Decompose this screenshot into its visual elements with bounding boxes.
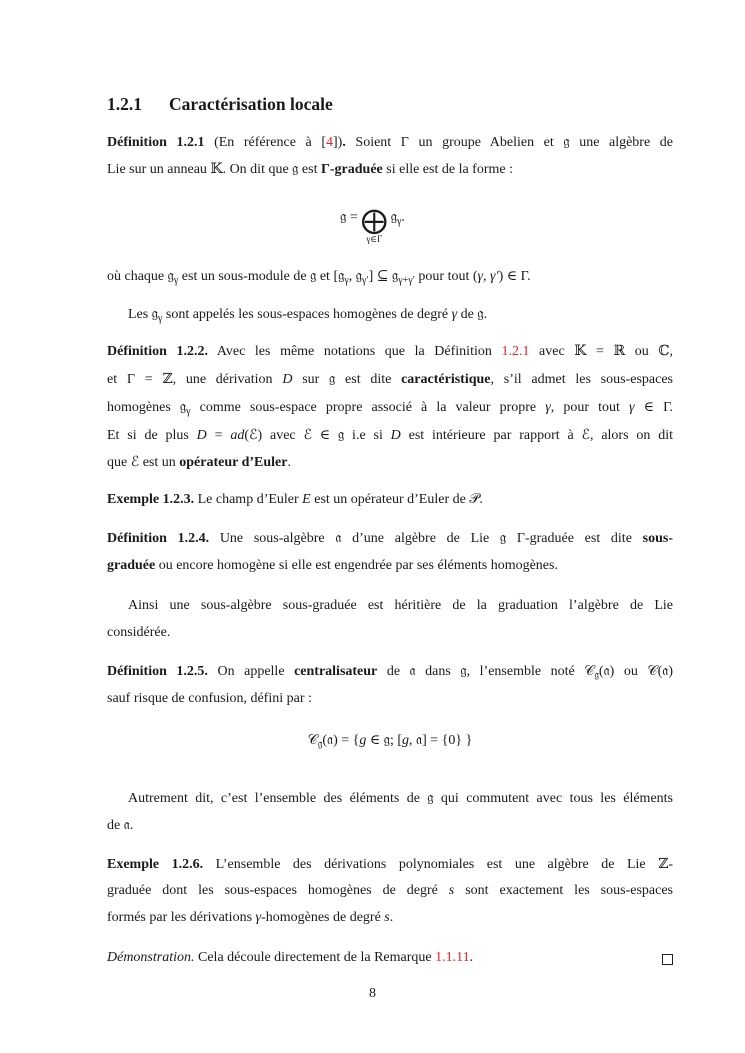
- text-run: (𝔞) ou 𝒞(𝔞): [598, 664, 674, 679]
- text-run: est un sous-module de 𝔤 et [𝔤: [178, 269, 345, 284]
- text-run: γ: [545, 400, 551, 415]
- bold-text: caractéristique: [401, 372, 491, 387]
- text-run: γ: [344, 275, 349, 286]
- bold-text: Définition 1.2.1: [107, 135, 205, 150]
- text-run: D: [390, 428, 401, 443]
- page-number: 8: [369, 986, 376, 1001]
- bold-text: Exemple 1.2.6.: [107, 857, 204, 872]
- text-run: , 𝔤: [348, 269, 362, 284]
- section-number: 1.2.1: [107, 94, 142, 114]
- text-run: sont exactement les sous-espaces: [454, 883, 673, 898]
- text-run: γ: [255, 910, 262, 925]
- text-line: [107, 596, 673, 616]
- text-run: ∈ 𝔤; [: [366, 733, 403, 748]
- text-run: ∈ Γ.: [634, 400, 673, 415]
- text-run: si elle est de la forme :: [382, 162, 513, 177]
- text-run: γ: [451, 307, 458, 322]
- text-line: [107, 689, 673, 709]
- text-run: ou encore homogène si elle est engendrée par ses éléments homogènes.: [155, 558, 558, 573]
- bold-text: opérateur d’Euler: [179, 455, 288, 470]
- text-run: -homogènes de degré: [261, 910, 385, 925]
- text-run: γ: [173, 275, 179, 286]
- text-run: graduée dont les sous-espaces homogènes de degré: [107, 883, 449, 898]
- text-run: ]): [333, 135, 343, 150]
- text-run: est intérieure par rapport à ℰ, alors on dit: [400, 428, 673, 443]
- text-run: γ, γ′: [477, 269, 499, 284]
- text-run: s: [384, 910, 390, 925]
- text-run: , 𝔞] = {0} }: [409, 733, 473, 748]
- oplus-symbol: ⨁: [361, 206, 388, 235]
- text-run: Une sous-algèbre 𝔞 d’une algèbre de Lie 𝔤 Γ-graduée est dite: [209, 531, 643, 546]
- text-run: E: [302, 492, 311, 507]
- text-line: [107, 342, 673, 362]
- formula-end: .: [401, 210, 405, 226]
- bold-text: Définition 1.2.2.: [107, 344, 208, 359]
- text-line: [107, 490, 673, 510]
- text-run: Le champ d’Euler: [194, 492, 303, 507]
- text-run: 𝒞: [307, 733, 318, 748]
- bold-text: sous-: [642, 531, 673, 546]
- bold-text: centralisateur: [294, 664, 378, 679]
- text-run: comme sous-espace propre associé à la valeur propre: [190, 400, 546, 415]
- text-run: et Γ = ℤ, une dérivation: [107, 372, 283, 387]
- text-run: , pour tout: [550, 400, 629, 415]
- text-run: est un opérateur d’Euler de 𝒫.: [310, 492, 483, 507]
- text-line: [107, 133, 673, 153]
- text-run: .: [469, 950, 474, 965]
- text-run: formés par les dérivations: [107, 910, 256, 925]
- text-line: [107, 881, 673, 901]
- cross-reference-link[interactable]: 1.1.11: [435, 950, 470, 965]
- bold-text: Exemple 1.2.3.: [107, 492, 195, 507]
- text-run: Avec les même notations que la Définition: [208, 344, 502, 359]
- graded-sum-formula: [0, 200, 745, 244]
- text-line: [107, 816, 673, 836]
- text-line: [107, 453, 673, 473]
- text-run: 𝔤: [317, 739, 323, 750]
- text-run: pour tout (: [414, 269, 478, 284]
- text-run: Cela découle directement de la Remarque: [194, 950, 436, 965]
- text-run: Et si de plus: [107, 428, 197, 443]
- text-run: .: [389, 910, 394, 925]
- text-run: D: [196, 428, 207, 443]
- text-run: ad: [230, 428, 245, 443]
- text-run: où chaque 𝔤: [107, 269, 174, 284]
- text-run: L’ensemble des dérivations polynomiales est une algèbre de Lie ℤ-: [203, 857, 674, 872]
- cross-reference-link[interactable]: 4: [326, 135, 333, 150]
- text-run: γ: [186, 406, 191, 417]
- formula-rhs: 𝔤: [390, 210, 397, 226]
- text-run: ] ⊆ 𝔤: [368, 269, 399, 284]
- bold-text: Définition 1.2.4.: [107, 531, 210, 546]
- text-run: 𝔤: [594, 670, 599, 681]
- text-run: considérée.: [107, 625, 171, 640]
- direct-sum-operator: [361, 208, 387, 244]
- text-run: Soient Γ un groupe Abelien et 𝔤 une algèbre de: [345, 135, 673, 150]
- text-run: Ainsi une sous-algèbre sous-graduée est héritière de la graduation l’algèbre de Lie: [128, 598, 673, 613]
- text-run: .: [287, 455, 291, 470]
- section-heading: [107, 94, 673, 114]
- text-line: [107, 908, 673, 928]
- text-run: g: [359, 733, 367, 748]
- text-run: (ℰ) avec ℰ ∈ 𝔤 i.e si: [244, 428, 391, 443]
- text-line: [107, 267, 673, 291]
- text-run: sur 𝔤 est dite: [292, 372, 402, 387]
- text-run: g: [402, 733, 410, 748]
- text-line: [107, 731, 673, 755]
- text-run: de 𝔞 dans 𝔤, l’ensemble noté 𝒞: [377, 664, 595, 679]
- text-line: [107, 623, 673, 643]
- text-run: D: [282, 372, 293, 387]
- text-run: , s’il admet les sous-espaces: [490, 372, 673, 387]
- text-run: (En référence à [: [204, 135, 326, 150]
- cross-reference-link[interactable]: 1.2.1: [501, 344, 530, 359]
- text-run: avec 𝕂 = ℝ ou ℂ,: [529, 344, 674, 359]
- text-run: de 𝔞.: [107, 818, 134, 833]
- text-line: [107, 305, 673, 329]
- formula-lhs: 𝔤 =: [340, 210, 358, 226]
- text-run: Lie sur un anneau 𝕂. On dit que 𝔤 est: [107, 162, 321, 177]
- text-run: sont appelés les sous-espaces homogènes de degré: [162, 307, 452, 322]
- text-run: On appelle: [207, 664, 295, 679]
- text-line: [107, 160, 673, 180]
- text-run: que ℰ est un: [107, 455, 180, 470]
- text-run: γ: [157, 313, 163, 324]
- text-line: [107, 370, 673, 390]
- text-run: ) ∈ Γ.: [498, 269, 531, 284]
- text-line: [107, 529, 673, 549]
- bold-text: graduée: [107, 558, 156, 573]
- text-run: γ+γ′: [398, 275, 415, 286]
- text-run: homogènes 𝔤: [107, 400, 187, 415]
- text-line: [107, 662, 673, 686]
- text-run: Démonstration.: [107, 950, 195, 965]
- bold-text: .: [342, 135, 346, 150]
- text-run: sauf risque de confusion, défini par :: [107, 691, 312, 706]
- section-title: Caractérisation locale: [169, 94, 333, 114]
- text-run: Autrement dit, c’est l’ensemble des éléments de 𝔤 qui commutent avec tous les éléments: [128, 791, 673, 806]
- text-run: de 𝔤.: [457, 307, 488, 322]
- text-line: [107, 855, 673, 875]
- text-run: γ: [629, 400, 635, 415]
- text-run: γ′: [362, 275, 369, 286]
- text-run: Les 𝔤: [128, 307, 158, 322]
- formula-rhs-sub: γ: [396, 216, 402, 228]
- text-line: [107, 398, 673, 422]
- qed-square-icon: [662, 954, 673, 965]
- text-line: [107, 556, 673, 576]
- bold-text: Définition 1.2.5.: [107, 664, 208, 679]
- text-line: [107, 948, 673, 968]
- bold-text: Γ-graduée: [320, 162, 383, 177]
- text-line: [107, 426, 673, 446]
- text-run: (𝔞) = {: [322, 733, 360, 748]
- sum-index: γ∈Γ: [366, 234, 383, 244]
- text-line: [107, 789, 673, 809]
- text-run: =: [206, 428, 231, 443]
- text-run: s: [448, 883, 455, 898]
